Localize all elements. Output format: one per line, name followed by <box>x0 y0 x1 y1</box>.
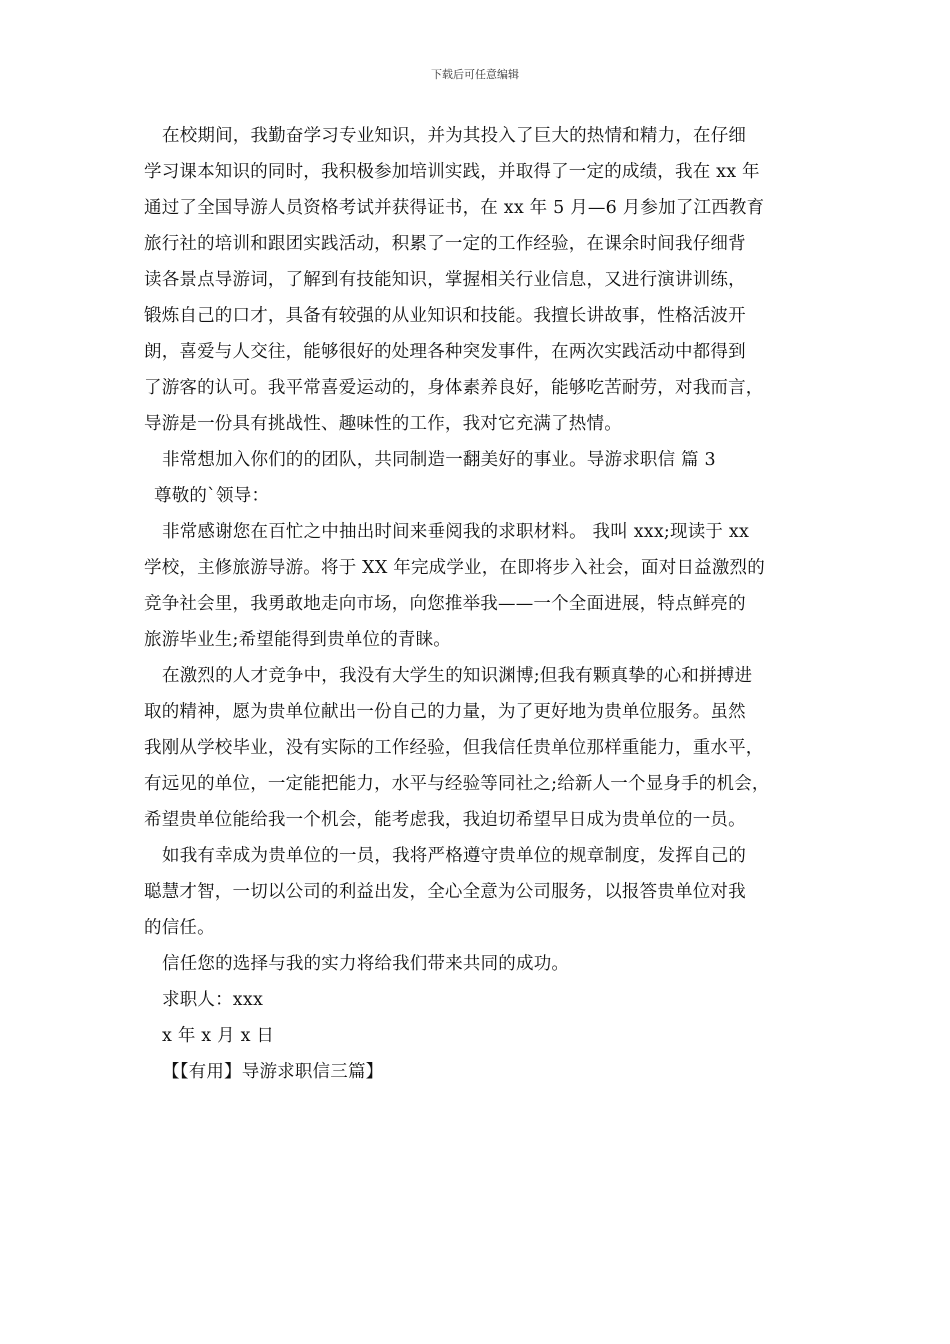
text-line: 在校期间，我勤奋学习专业知识，并为其投入了巨大的热情和精力，在仔细 <box>162 126 747 146</box>
signature-date: x 年 x 月 x 日 <box>162 1026 275 1046</box>
text-line: 通过了全国导游人员资格考试并获得证书，在 xx 年 5 月—6 月参加了江西教育 <box>144 198 765 218</box>
text-line: 旅行社的培训和跟团实践活动，积累了一定的工作经验，在课余时间我仔细背 <box>144 234 746 254</box>
text-line: 学校，主修旅游导游。将于 XX 年完成学业，在即将步入社会，面对日益激烈的 <box>144 558 765 578</box>
text-line: 学习课本知识的同时，我积极参加培训实践，并取得了一定的成绩，我在 xx 年 <box>144 162 760 182</box>
text-line: 我刚从学校毕业，没有实际的工作经验，但我信任贵单位那样重能力，重水平， <box>144 738 764 758</box>
signature-name: 求职人：xxx <box>162 990 264 1010</box>
text-line: 信任您的选择与我的实力将给我们带来共同的成功。 <box>162 954 570 974</box>
document-title: 【【有用】导游求职信三篇】 <box>162 1062 384 1082</box>
text-line: 竞争社会里，我勇敢地走向市场，向您推举我——一个全面进展，特点鲜亮的 <box>144 594 746 614</box>
salutation: 尊敬的`领导： <box>154 486 270 506</box>
text-line: 的信任。 <box>144 918 215 938</box>
text-line: 如我有幸成为贵单位的一员，我将严格遵守贵单位的规章制度，发挥自己的 <box>162 846 747 866</box>
text-line: 在激烈的人才竞争中，我没有大学生的知识渊博;但我有颗真挚的心和拼搏进 <box>162 666 753 686</box>
letter-body <box>144 118 834 1090</box>
text-line: 非常感谢您在百忙之中抽出时间来垂阅我的求职材料。 我叫 xxx;现读于 xx <box>162 522 750 542</box>
text-line: 锻炼自己的口才，具备有较强的从业知识和技能。我擅长讲故事，性格活波开 <box>144 306 746 326</box>
text-line: 希望贵单位能给我一个机会，能考虑我，我迫切希望早日成为贵单位的一员。 <box>144 810 746 830</box>
page-header: 下载后可任意编辑 <box>431 68 519 81</box>
text-line: 聪慧才智，一切以公司的利益出发，全心全意为公司服务，以报答贵单位对我 <box>144 882 746 902</box>
text-line: 导游是一份具有挑战性、趣味性的工作，我对它充满了热情。 <box>144 414 622 434</box>
text-line: 非常想加入你们的的团队，共同制造一翻美好的事业。导游求职信 篇 3 <box>162 450 716 470</box>
text-line: 取的精神，愿为贵单位献出一份自己的力量，为了更好地为贵单位服务。虽然 <box>144 702 746 722</box>
text-line: 读各景点导游词，了解到有技能知识，掌握相关行业信息，又进行演讲训练， <box>144 270 746 290</box>
text-line: 朗，喜爱与人交往，能够很好的处理各种突发事件，在两次实践活动中都得到 <box>144 342 746 362</box>
text-line: 旅游毕业生;希望能得到贵单位的青睐。 <box>144 630 451 650</box>
text-line: 有远见的单位，一定能把能力，水平与经验等同社之;给新人一个显身手的机会， <box>144 774 770 794</box>
text-line: 了游客的认可。我平常喜爱运动的，身体素养良好，能够吃苦耐劳，对我而言， <box>144 378 764 398</box>
